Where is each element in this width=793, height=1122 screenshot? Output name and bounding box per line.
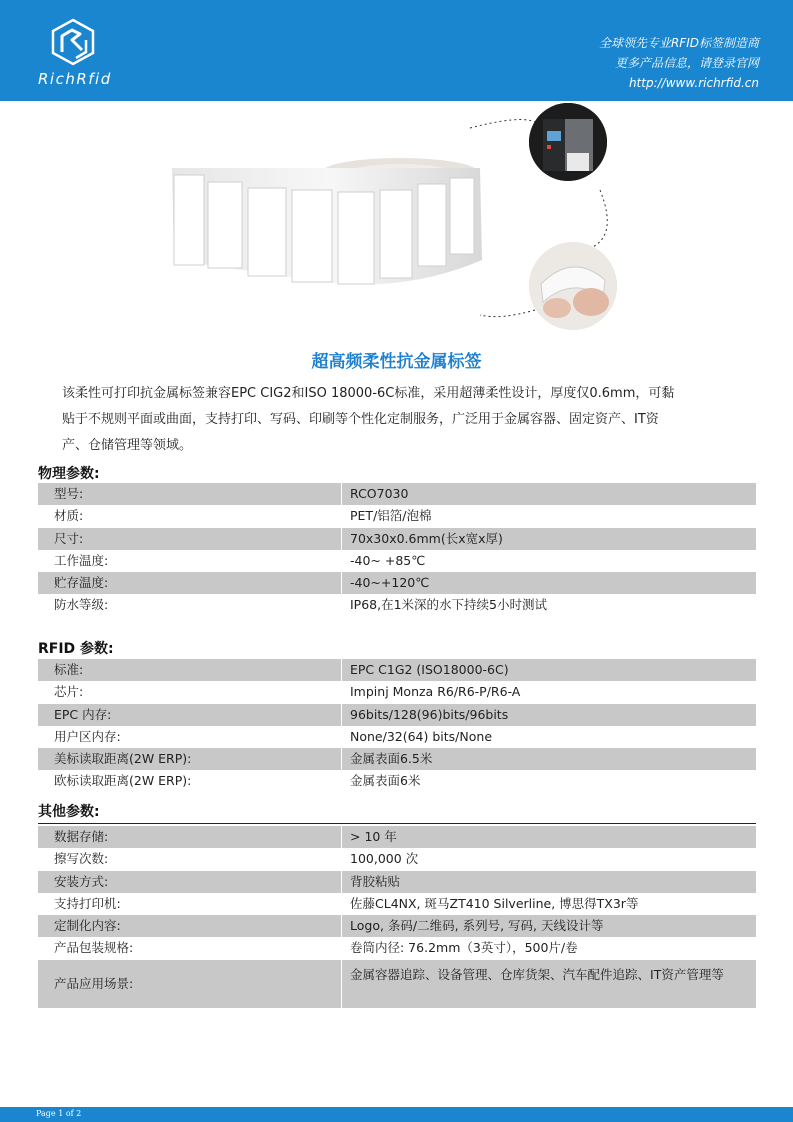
param-value: 佐藤CL4NX, 斑马ZT410 Silverline, 博思得TX3r等 [350,895,639,911]
table-row [38,748,756,770]
param-value: 金属容器追踪、设备管理、仓库货架、汽车配件追踪、IT资产管理等 [350,966,724,982]
label-roll-image [160,110,490,290]
param-value: 96bits/128(96)bits/96bits [350,706,509,722]
table-row [38,937,756,959]
table-row [38,572,756,594]
param-key: 用户区内存: [38,726,342,748]
param-value: 卷筒内径: 76.2mm（3英寸），500片/卷 [350,940,578,956]
section-heading-rfid: RFID 参数: [38,638,756,661]
table-row [38,848,756,870]
param-key: 产品应用场景: [38,960,342,1008]
param-key: 材质: [38,505,342,527]
param-value: 金属表面6米 [350,773,421,789]
other-params-table [38,826,756,1008]
param-key: 擦写次数: [38,848,342,870]
printer-image [529,103,607,181]
param-value: > 10 年 [350,829,397,844]
param-key: 安装方式: [38,871,342,893]
header-slogan [599,33,759,93]
table-row [38,770,756,792]
param-value: -40~ +85℃ [350,552,426,568]
brand-name: RichRfid [38,70,112,88]
intro-line: 该柔性可打印抗金属标签兼容EPC CIG2和ISO 18000-6C标准，采用超薄柔性设计，厚度仅0.6mm，可黏 [62,386,675,401]
param-value: Logo, 条码/二维码, 系列号, 写码, 天线设计等 [350,918,604,934]
param-value: -40~+120℃ [350,575,430,591]
param-key: 产品包装规格: [38,937,342,959]
page-title: 超高频柔性抗金属标签 [311,352,482,372]
param-key: 欧标读取距离(2W ERP): [38,770,342,792]
slogan-line-2: 更多产品信息，请登录官网 [614,56,759,70]
param-key: 工作温度: [38,550,342,572]
table-row [38,871,756,893]
table-row [38,505,756,527]
param-value: RCO7030 [350,486,409,501]
table-row [38,726,756,748]
page-number: Page 1 of 2 [36,1109,82,1118]
table-row [38,528,756,550]
table-row [38,659,756,681]
param-key: 标准: [38,659,342,681]
param-key: 型号: [38,483,342,505]
param-key: 贮存温度: [38,572,342,594]
product-intro [62,381,732,459]
table-row [38,681,756,703]
table-row [38,960,756,1008]
section-heading-physical: 物理参数: [38,463,756,486]
param-value: 金属表面6.5米 [350,751,433,767]
param-value: Impinj Monza R6/R6-P/R6-A [350,684,521,700]
table-row [38,550,756,572]
param-key: 支持打印机: [38,893,342,915]
param-value: IP68,在1米深的水下持续5小时测试 [350,597,548,613]
param-value: 背胶粘贴 [350,873,401,889]
physical-params-table [38,483,756,617]
param-key: 数据存储: [38,826,342,848]
richrfid-logo-icon [50,18,96,66]
slogan-line-1: 全球领先专业RFID标签制造商 [598,36,759,50]
rfid-params-table [38,659,756,793]
table-row [38,915,756,937]
section-heading-other: 其他参数: [38,801,756,824]
flexible-label-image [529,242,617,330]
intro-line: 产、仓储管理等领域。 [62,438,193,453]
page-footer [0,1107,793,1122]
page-header [0,0,793,101]
param-value: 100,000 次 [350,851,419,867]
table-row [38,704,756,726]
param-key: 尺寸: [38,528,342,550]
param-key: 美标读取距离(2W ERP): [38,748,342,770]
param-key: EPC 内存: [38,704,342,726]
param-key: 芯片: [38,681,342,703]
table-row [38,826,756,848]
param-value: 70x30x0.6mm(长x宽x厚) [350,530,503,546]
param-value: None/32(64) bits/None [350,728,493,744]
param-value: EPC C1G2 (ISO18000-6C) [350,662,509,677]
table-row [38,594,756,616]
param-key: 防水等级: [38,594,342,616]
table-row [38,893,756,915]
intro-line: 贴于不规则平面或曲面，支持打印、写码、印刷等个性化定制服务，广泛用于金属容器、固定资产、IT资 [62,412,659,427]
param-value: PET/铝箔/泡棉 [350,508,432,524]
param-key: 定制化内容: [38,915,342,937]
table-row [38,483,756,505]
website-link[interactable]: http://www.richrfid.cn [628,76,759,90]
